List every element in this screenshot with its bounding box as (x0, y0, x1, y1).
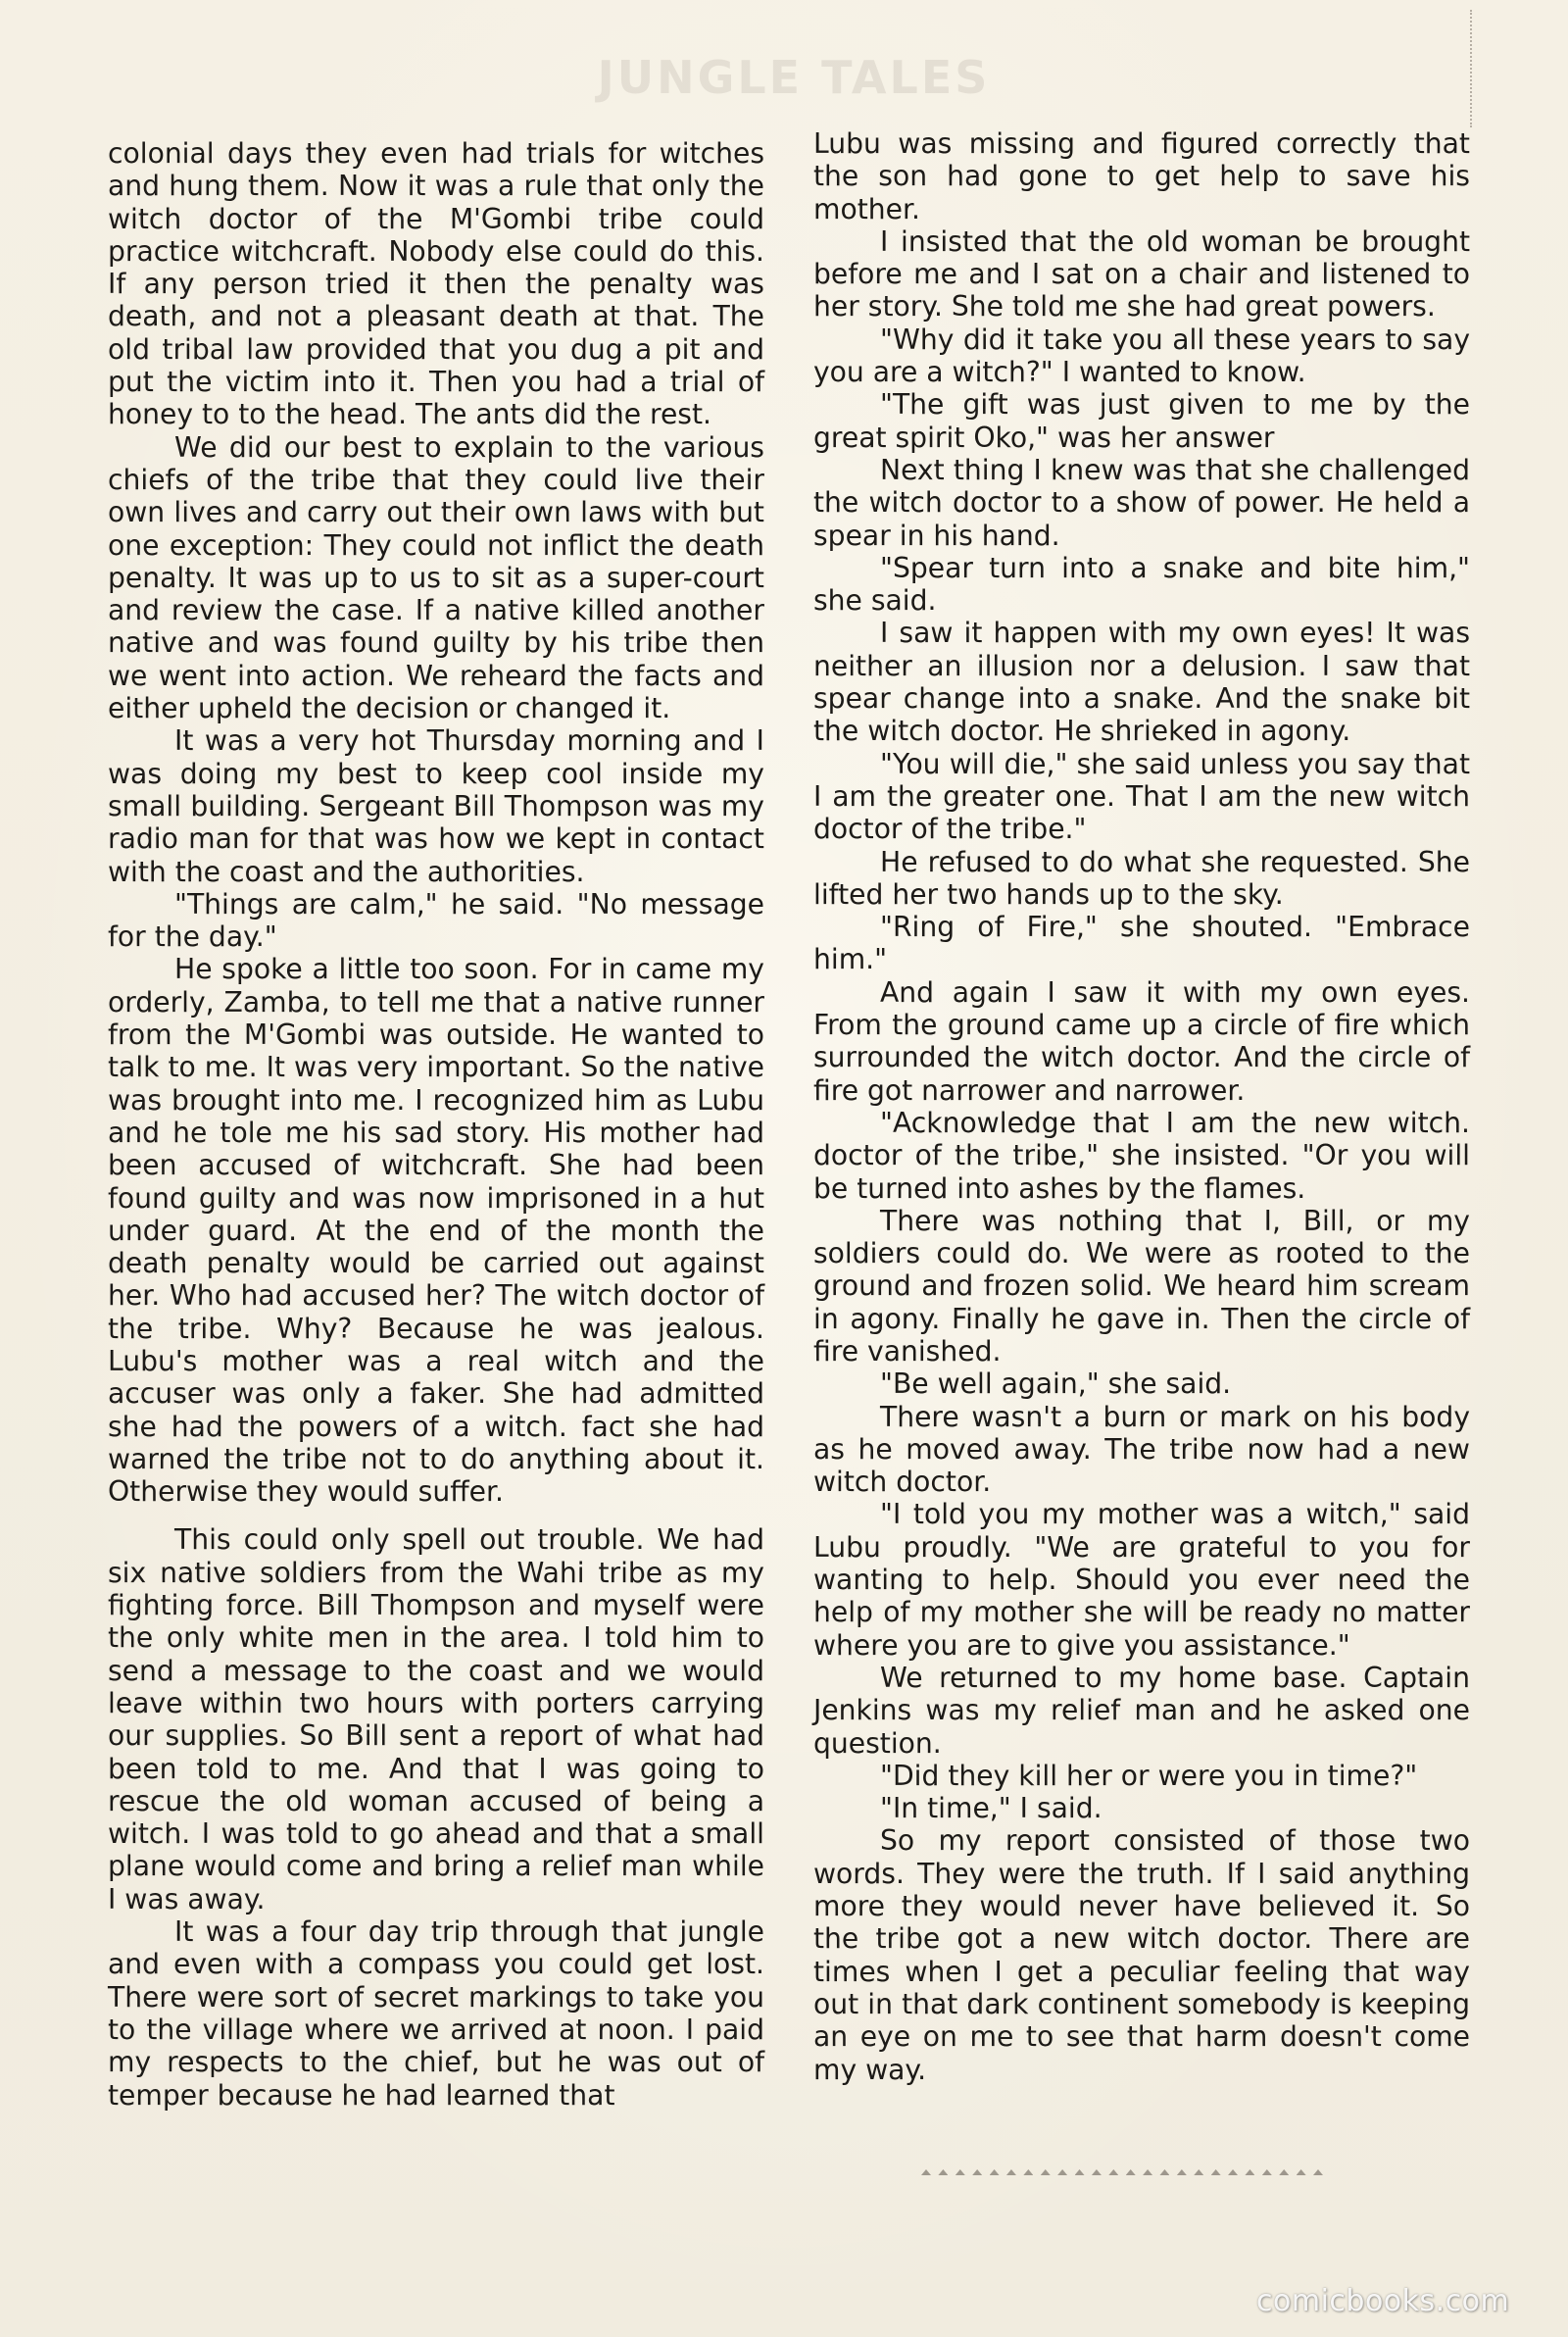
paragraph: There wasn't a burn or mark on his body as he moved away. The tribe now had a new witch doctor. (813, 1400, 1470, 1499)
paragraph: "Why did it take you all these years to say you are a witch?" I wanted to know. (813, 323, 1470, 389)
paragraph: There was nothing that I, Bill, or my soldiers could do. We were as rooted to the ground and frozen solid. We heard him scream in agony. Finally he gave in. Then the circle of fire vanished. (813, 1204, 1470, 1367)
left-text-column (108, 137, 764, 2112)
paragraph: It was a four day trip through that jungle and even with a compass you could get lost. There were sort of secret markings to take you to the village where we arrived at noon. I paid my respects to the chief, but he was out of temper because he had learned that (108, 1915, 764, 2112)
paragraph: "Ring of Fire," she shouted. "Embrace him." (813, 911, 1470, 976)
paragraph: We returned to my home base. Captain Jenkins was my relief man and he asked one question. (813, 1661, 1470, 1760)
paragraph: So my report consisted of those two words. They were the truth. If I said anything more they would never have believed it. So the tribe got a new witch doctor. There are times when I get a peculiar feeling that way out in that dark continent somebody is keeping an eye on me to see that harm doesn't come my way. (813, 1824, 1470, 2086)
site-watermark: comicbooks.com (1256, 2284, 1510, 2318)
paragraph: "In time," I said. (880, 1792, 1102, 1825)
paragraph: It was a very hot Thursday morning and I was doing my best to keep cool inside my small building. Sergeant Bill Thompson was my radio man for that was how we kept in contact with the coast and the authorities. (108, 724, 764, 888)
paragraph: "Things are calm," he said. "No message for the day." (108, 887, 764, 954)
edge-dots (1470, 10, 1478, 127)
paragraph: "The gift was just given to me by the great spirit Oko," was her answer (813, 388, 1470, 454)
paragraph: Next thing I knew was that she challenged the witch doctor to a show of power. He held a spear in his hand. (813, 453, 1470, 552)
paragraph: Lubu was missing and figured correctly that the son had gone to get help to save his mother. (813, 127, 1470, 225)
right-text-column (813, 127, 1470, 2086)
paragraph: "Be well again," she said. (880, 1367, 1232, 1401)
paragraph: He refused to do what she requested. She lifted her two hands up to the sky. (813, 845, 1470, 911)
paragraph: "You will die," she said unless you say that I am the greater one. That I am the new witch doctor of the tribe." (813, 747, 1470, 846)
story-end-ornament (921, 2163, 1323, 2182)
paragraph: I saw it happen with my own eyes! It was neither an illusion nor a delusion. I saw that spear change into a snake. And the snake bit the witch doctor. He shrieked in agony. (813, 617, 1470, 748)
paragraph: "I told you my mother was a witch," said Lubu proudly. "We are grateful to you for wanting to help. Should you ever need the help of my mother she will be ready no matter where you are to give you assistance." (813, 1498, 1470, 1662)
paragraph: I insisted that the old woman be brought before me and I sat on a chair and listened to her story. She told me she had great powers. (813, 224, 1470, 323)
paragraph: He spoke a little too soon. For in came my orderly, Zamba, to tell me that a native runner from the M'Gombi was outside. He wanted to talk to me. It was very important. So the native was brought into me. I recognized him as Lubu and he tole me his sad story. His mother had been accused of witchcraft. She had been found guilty and was now imprisoned in a hut under guard. At the end of the month the death penalty would be carried out against her. Who had accused her? The witch doctor of the tribe. Why? Because he was jealous. Lubu's mother was a real witch and the accuser was only a faker. She had admitted she had the powers of a witch. fact she had warned the tribe not to do anything about it. Otherwise they would suffer. (108, 953, 764, 1509)
paragraph: "Acknowledge that I am the new witch. doctor of the tribe," she insisted. "Or you will be turned into ashes by the flames. (813, 1106, 1470, 1205)
paragraph: We did our best to explain to the various chiefs of the tribe that they could live their own lives and carry out their own laws with but one exception: They could not inflict the death penalty. It was up to us to sit as a super-court and review the case. If a native killed another native and was found guilty by his tribe then we went into action. We reheard the facts and either upheld the decision or changed it. (108, 430, 764, 725)
paragraph: And again I saw it with my own eyes. From the ground came up a circle of fire which surrounded the witch doctor. And the circle of fire got narrower and narrower. (813, 975, 1470, 1107)
faded-header: JUNGLE TALES (597, 51, 991, 104)
paragraph: colonial days they even had trials for witches and hung them. Now it was a rule that only the witch doctor of the M'Gombi tribe could practice witchcraft. Nobody else could do this. If any person tried it then the penalty was death, and not a pleasant death at that. The old tribal law provided that you dug a pit and put the victim into it. Then you had a trial of honey to to the head. The ants did the rest. (108, 137, 764, 431)
paragraph: This could only spell out trouble. We had six native soldiers from the Wahi tribe as my fighting force. Bill Thompson and myself were the only white men in the area. I told him to send a message to the coast and we would leave within two hours with porters carrying our supplies. So Bill sent a report of what had been told to me. And that I was going to rescue the old woman accused of being a witch. I was told to go ahead and that a small plane would come and bring a relief man while I was away. (108, 1523, 764, 1915)
paragraph: "Did they kill her or were you in time?" (880, 1759, 1418, 1792)
paragraph: "Spear turn into a snake and bite him," she said. (813, 551, 1470, 618)
